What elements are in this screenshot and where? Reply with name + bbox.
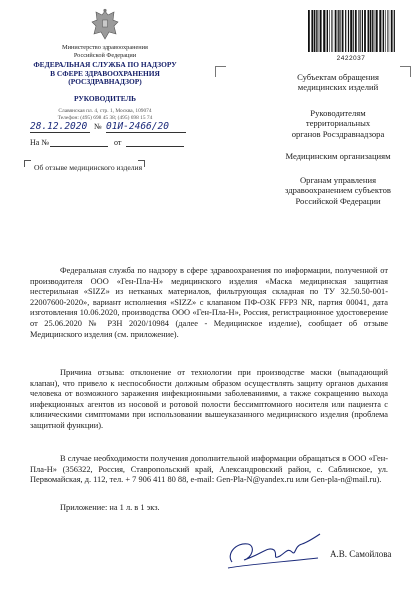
reference-number-field xyxy=(50,146,108,147)
recipient-1-line: Субъектам обращения xyxy=(297,72,379,82)
barcode-bar xyxy=(323,10,325,52)
registration-number: 01И-2466/20 xyxy=(106,121,186,133)
barcode-bar xyxy=(335,10,337,52)
barcode-bar xyxy=(364,10,366,52)
barcode-bar xyxy=(339,10,340,52)
barcode-bar xyxy=(387,10,388,52)
signatory-name: А.В. Самойлова xyxy=(330,549,392,559)
coat-of-arms-icon xyxy=(90,8,120,42)
barcode-bar xyxy=(327,10,328,52)
barcode-bar xyxy=(350,10,352,52)
service-line-3: (РОСЗДРАВНАДЗОР) xyxy=(68,77,142,87)
leader-title: РУКОВОДИТЕЛЬ xyxy=(74,94,136,103)
service-name xyxy=(20,61,190,87)
barcode-bar xyxy=(348,10,349,52)
barcode-bar xyxy=(316,10,317,52)
body-paragraph-1: Федеральная служба по надзору в сфере здравоохранения по информации, полученной от производителя ООО «Ген-Пла-Н» медицинского изделия «Маска медицинская защитная нестерильная «SIZZ» из нетканых материалов, фильтрующая складная по ТУ 32.50.50-001-22007600-2020», вариант исполнения «SIZZ» с клапаном ПФ-ОЗК FFP3 NR, партия 00041, дата изготовления 10.06.2020, производства ООО «Ген-Пла-Н», Россия, регистрационное удостоверение от 25.06.2020 № РЗН 2020/10984 (далее - Медицинское изделие), сообщает об отзыве Медицинского изделия (см. приложение). xyxy=(30,266,388,339)
barcode-bar xyxy=(391,10,393,52)
barcode-bar xyxy=(383,10,384,52)
recipient-1-line: медицинских изделий xyxy=(297,82,379,93)
barcode-bar xyxy=(370,10,371,52)
barcode-bar xyxy=(362,10,363,52)
recipient-4-line: Органам управления xyxy=(299,175,377,185)
barcode-bar xyxy=(389,10,390,52)
recipient-2-line: территориальных xyxy=(305,118,371,129)
service-line-1: ФЕДЕРАЛЬНАЯ СЛУЖБА ПО НАДЗОРУ xyxy=(33,60,177,69)
ministry-line-2: Российской Федерации xyxy=(73,51,137,59)
barcode-bar xyxy=(345,10,346,52)
barcode-bar xyxy=(342,10,344,52)
letter-subject: Об отзыве медицинского изделия xyxy=(34,163,143,172)
registration-line xyxy=(30,121,190,134)
barcode-number: 2422037 xyxy=(336,55,366,62)
recipient-3-line: Медицинским организациям xyxy=(285,151,391,161)
recipient-4 xyxy=(268,175,408,206)
barcode-bar xyxy=(394,10,395,52)
barcode-bar xyxy=(317,10,318,52)
body-paragraph-2: Причина отзыва: отклонение от технологии при производстве маски (выпадающий клапан), что привело к неспособности должным образом осуществлять защиту органов дыхания человека от возможного заражения инфекционными заболеваниями, а также сокращению выхода инфекционных агентов из носовой и ротовой полости бессимптомного носителя или пациента с клиническими симптомами при использовании вышеуказанного медицинского изделия (проблема защитной функции). xyxy=(30,368,388,430)
reference-from-label: от xyxy=(114,138,122,147)
handwritten-signature xyxy=(222,524,326,576)
barcode-bar xyxy=(319,10,320,52)
address-block xyxy=(20,108,190,122)
barcode-bar xyxy=(338,10,339,52)
recipient-corner-left xyxy=(215,66,226,77)
barcode-bar xyxy=(308,10,310,52)
barcode-bar xyxy=(353,10,354,52)
barcode-bar xyxy=(331,10,332,52)
service-line-2: В СФЕРЕ ЗДРАВООХРАНЕНИЯ xyxy=(50,68,160,78)
recipient-2-line: Руководителям xyxy=(310,108,366,118)
body-paragraph-3: В случае необходимости получения дополнительной информации обращаться в ООО «Ген-Пла-Н» (356322, Россия, Ставропольский край, Александровский район, с. Саблинское, ул. Первомайская, д. 112, тел. + 7 906 411 80 88, e-mail: Gen-Pla-N@yandex.ru или Gen-pla-n@mail.ru). xyxy=(30,454,388,485)
subject-bracket-left xyxy=(24,160,31,167)
recipient-3 xyxy=(268,151,408,161)
barcode-bar xyxy=(372,10,373,52)
recipient-4-line: здравоохранением субъектов xyxy=(285,185,391,196)
phone-line: Телефон: (495) 698 45 38; (495) 698 15 74 xyxy=(57,115,153,121)
barcode-bar xyxy=(376,10,378,52)
reference-line xyxy=(30,138,190,150)
attachment-note: Приложение: на 1 л. в 1 экз. xyxy=(60,503,160,512)
recipient-4-line: Российской Федерации xyxy=(295,195,381,206)
barcode-bar xyxy=(375,10,376,52)
barcode-bar xyxy=(358,10,359,52)
barcode-bar xyxy=(314,10,315,52)
reference-no-label: На № xyxy=(30,138,49,147)
barcode xyxy=(306,10,396,52)
barcode-bar xyxy=(311,10,313,52)
barcode-bar xyxy=(326,10,327,52)
barcode-bar xyxy=(382,10,383,52)
barcode-bar xyxy=(374,10,375,52)
ministry-line-1: Министерство здравоохранения xyxy=(62,44,148,51)
barcode-bar xyxy=(360,10,361,52)
barcode-bar xyxy=(355,10,357,52)
registration-date: 28.12.2020 xyxy=(30,121,90,133)
reference-date-field xyxy=(126,146,184,147)
ministry-name xyxy=(30,44,180,59)
recipient-2-line: органов Росздравнадзора xyxy=(291,128,385,139)
address-line: Славянская пл. 4, стр. 1, Москва, 109074 xyxy=(58,108,152,114)
barcode-bar xyxy=(333,10,334,52)
barcode-bar xyxy=(385,10,386,52)
barcode-bar xyxy=(320,10,322,52)
barcode-bar xyxy=(368,10,370,52)
barcode-bar xyxy=(329,10,330,52)
recipient-2 xyxy=(268,108,408,139)
barcode-bar xyxy=(379,10,381,52)
registration-no-label: № xyxy=(94,122,102,131)
recipient-1 xyxy=(268,72,408,93)
